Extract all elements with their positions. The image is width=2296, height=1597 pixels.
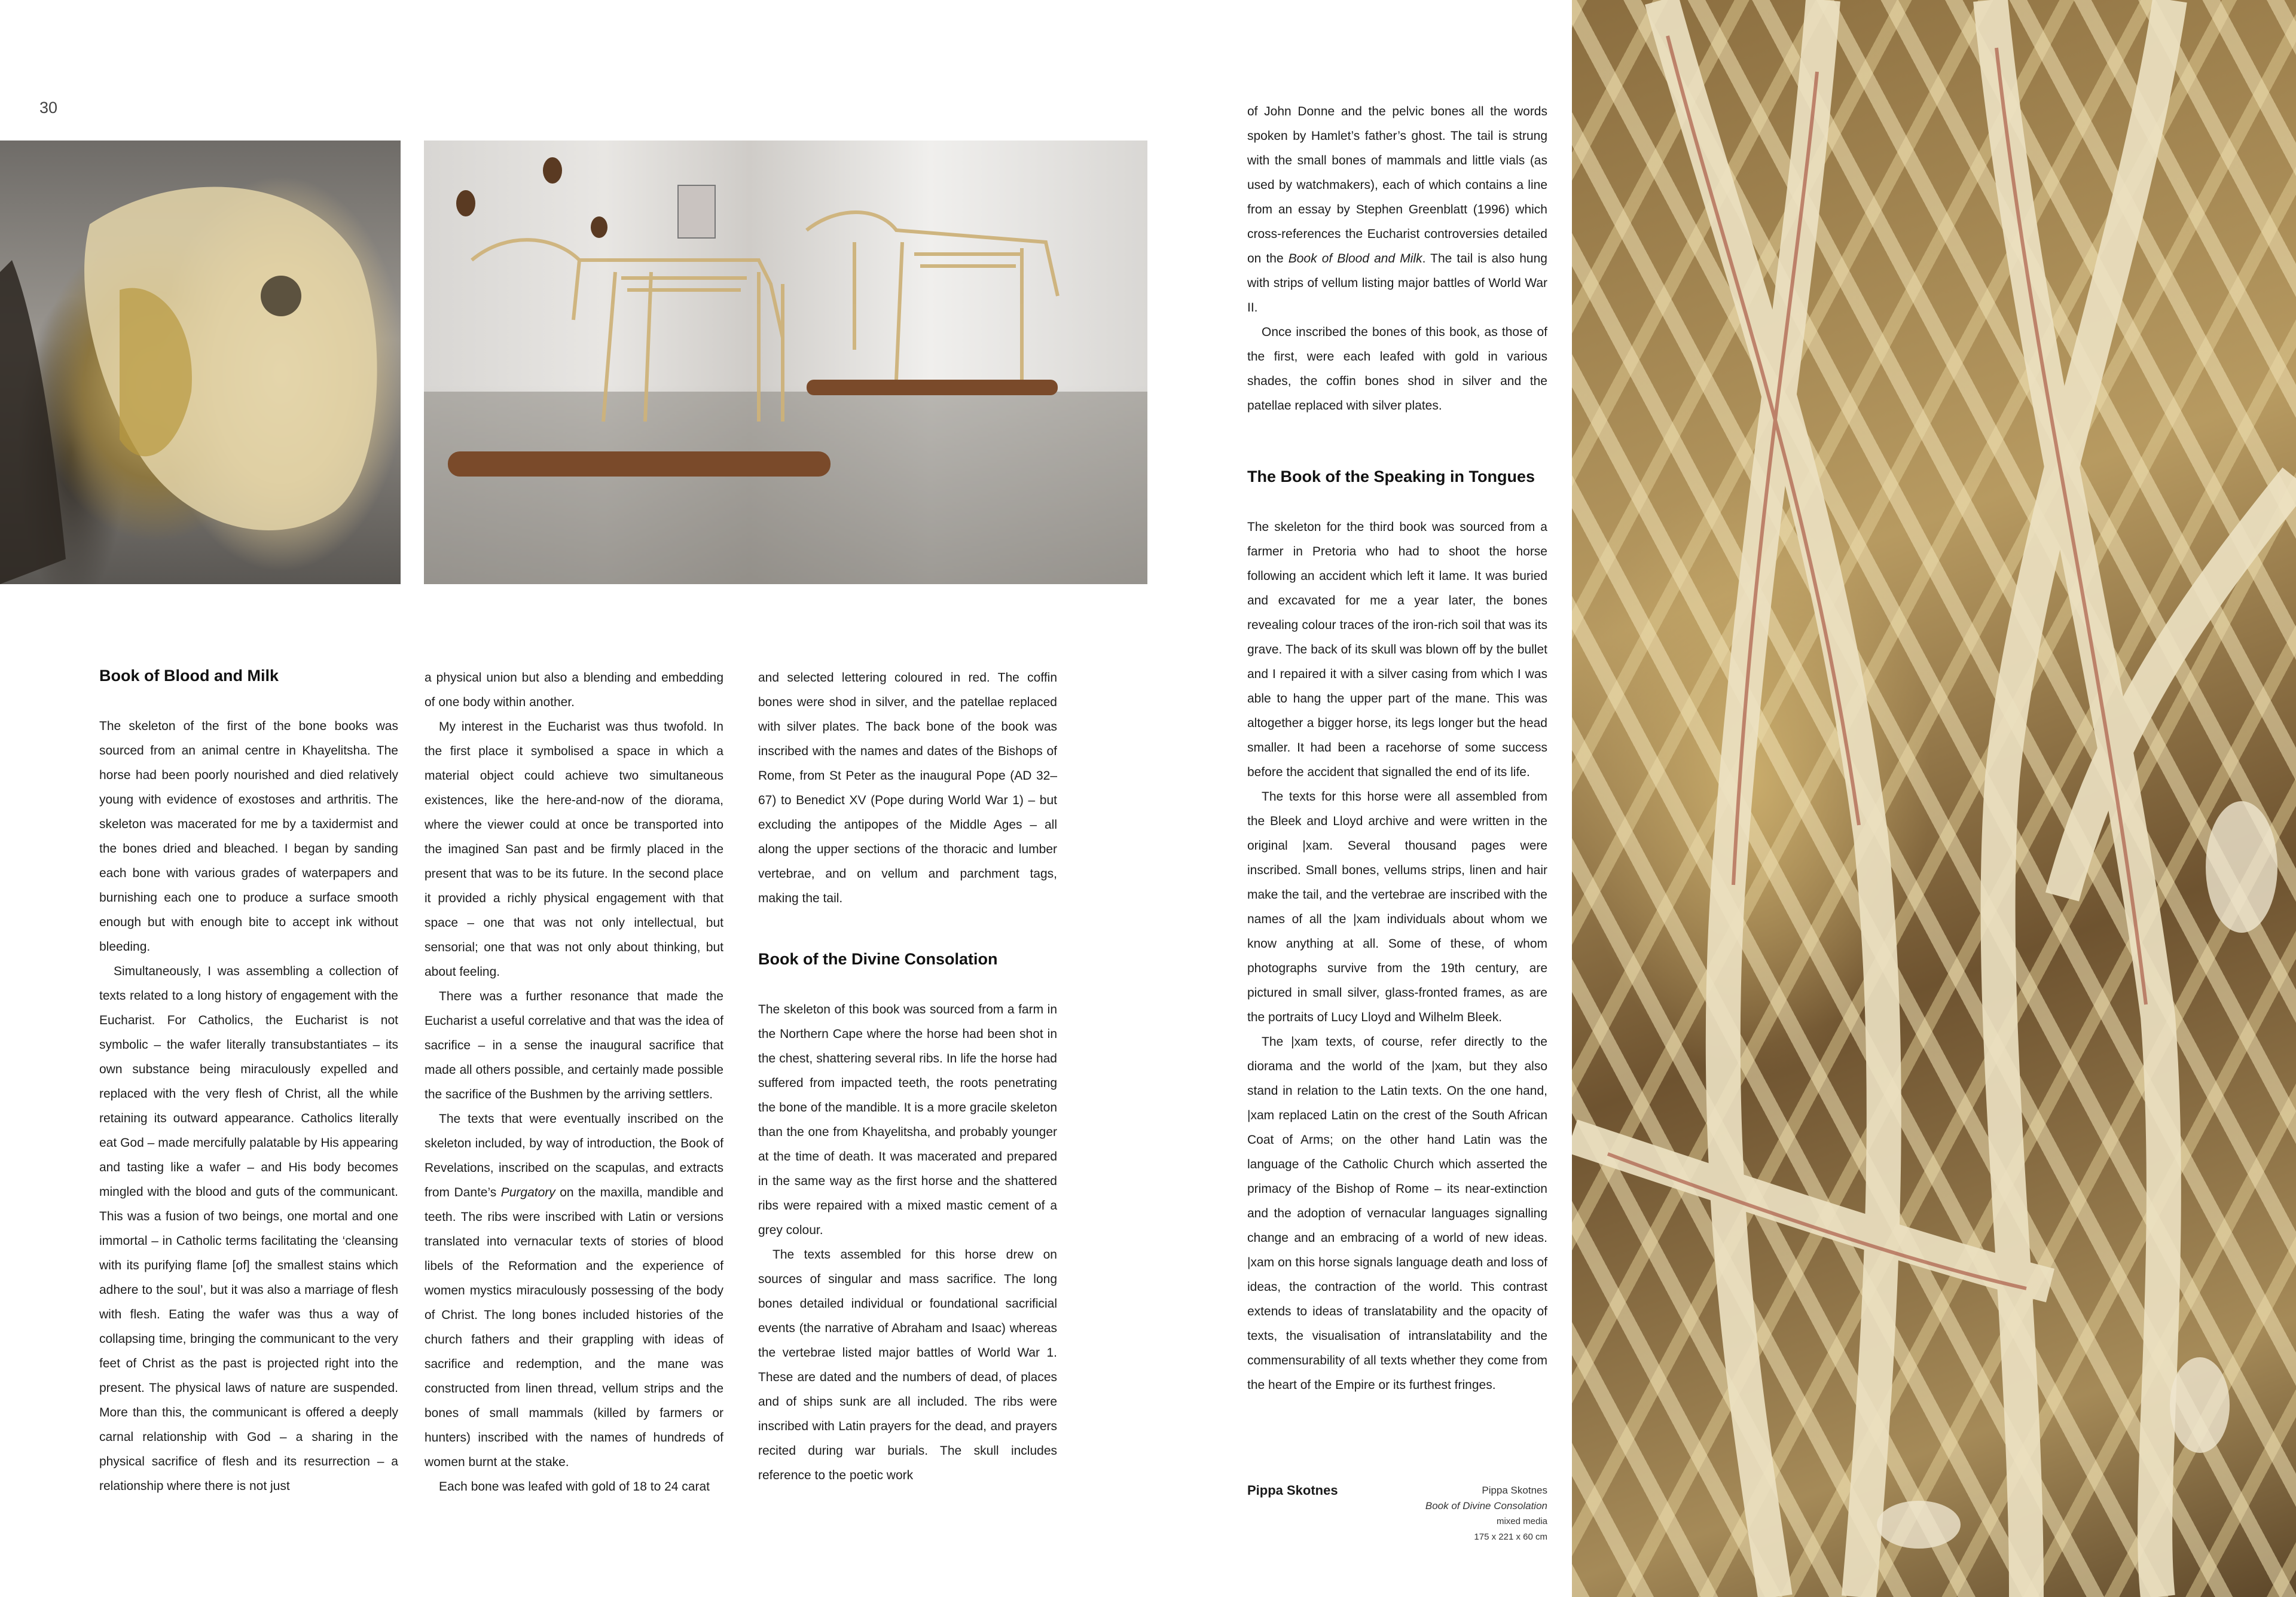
paragraph: The skeleton of the first of the bone books was sourced from an animal centre in Khayelitsha. The horse had been poorly nourished and died relatively young with evidence of exostoses and arthritis. The skeleton was macerated for me by a taxidermist and the bones dried and bleached. I began by sanding each bone with various grades of waterpapers and burnishing each one to produce a surface smooth enough but with enough bite to accept ink without bleeding. <box>99 719 398 954</box>
horse-skull-photo <box>0 141 401 584</box>
text-column-1 <box>99 664 398 1498</box>
italic-title: Purgatory <box>500 1186 555 1199</box>
text-run: . The tail is also hung with strips of vellum listing major battles of World War II. <box>1247 252 1547 314</box>
horse-skull-photo-icon <box>0 141 401 584</box>
caption-dimensions: 175 x 221 x 60 cm <box>1474 1532 1547 1542</box>
vellum-strips-closeup-photo <box>1572 0 2296 1597</box>
text-column-2 <box>425 665 723 1499</box>
caption-title <box>1425 1498 1547 1514</box>
paragraph: Each bone was leafed with gold of 18 to 24 carat <box>439 1480 710 1494</box>
paragraph <box>1247 99 1547 320</box>
horse-skeletons-gallery-photo-icon <box>424 141 1147 584</box>
paragraph: The skeleton for the third book was sourced from a farmer in Pretoria who had to shoot the horse following an accident which left it lame. It was buried and excavated for me a year later, the bones revealing colour traces of the iron-rich soil that was its grave. The back of its skull was blown off by the bullet and I repaired it with a silver casing from which I was able to hang the upper part of the mane. This was altogether a bigger horse, its legs longer but the head smaller. It had been a racehorse of some success before the accident that signalled the end of its life. <box>1247 520 1547 779</box>
paragraph: My interest in the Eucharist was thus twofold. In the first place it symbolised a space in which a material object could achieve two simultaneous existences, like the here-and-now of the diorama, where the viewer could at once be transported into the imagined San past and be firmly placed in the present that was to be its future. In the second place it provided a richly physical engagement with that space – one that was not only intellectual, but sensorial; one that was not only about thinking, but about feeling. <box>425 720 723 979</box>
text-run: The texts that were eventually inscribed on the skeleton included, by way of introduction, the Book of Revelations, inscribed on the scapulas, and extracts from Dante’s <box>425 1112 723 1199</box>
caption-artist: Pippa Skotnes <box>1482 1485 1547 1496</box>
italic-title: Book of Blood and Milk <box>1288 252 1422 265</box>
caption-medium: mixed media <box>1496 1516 1547 1526</box>
paragraph: The texts assembled for this horse drew on sources of singular and mass sacrifice. The long bones detailed individual or foundational sacrificial events (the narrative of Abraham and Isaac) whereas the vertebrae listed major battles of World War 1. These are dated and the numbers of dead, of places and of ships sunk are all included. The ribs were inscribed with Latin prayers for the dead, and prayers recited during war burials. The skull includes reference to the poetic work <box>758 1248 1057 1482</box>
horse-skeletons-gallery-photo <box>424 141 1147 584</box>
image-credit <box>1247 1483 1547 1555</box>
text-column-3 <box>758 665 1057 1488</box>
paragraph: Once inscribed the bones of this book, as those of the first, were each leafed with gold in various shades, the coffin bones shod in silver and the patellae replaced with silver plates. <box>1247 325 1547 413</box>
paragraph: and selected lettering coloured in red. The coffin bones were shod in silver, and the patellae replaced with silver plates. The back bone of the book was inscribed with the names and dates of the Bishops of Rome, from St Peter as the inaugural Pope (AD 32–67) to Benedict XV (Pope during World War 1) – but excluding the antipopes of the Middle Ages – all along the upper sections of the thoracic and lumber vertebrae, and on vellum and parchment tags, making the tail. <box>758 671 1057 905</box>
text-run: on the maxilla, mandible and teeth. The ribs were inscribed with Latin or versions translated into vernacular texts of stories of blood libels of the Reformation and the experience of women mystics miraculously possessing of the body of Christ. The long bones included histories of the church fathers and their grappling with ideas of sacrifice and redemption, and the mane was constructed from linen thread, vellum strips and the bones of small mammals (killed by farmers or hunters) inscribed with the names of hundreds of women burnt at the stake. <box>425 1186 723 1469</box>
text-run: of John Donne and the pelvic bones all the words spoken by Hamlet’s father’s ghost. The tail is strung with the small bones of mammals and little vials (as used by watchmakers), each of which contains a line from an essay by Stephen Greenblatt (1996) which cross-references the Eucharist controversies detailed on the <box>1247 105 1547 265</box>
paragraph: Simultaneously, I was assembling a collection of texts related to a long history of engagement with the Eucharist. For Catholics, the Eucharist is not symbolic – the wafer literally transubstantiates – its own substance being miraculously expelled and replaced with the very flesh of Christ, all the while retaining its outward appearance. Catholics literally eat God – made mercifully palatable by His appearing and tasting like a wafer – and His body becomes mingled with the blood and guts of the communicant. This was a fusion of two beings, one mortal and one immortal – in Catholic terms facilitating the ‘cleansing with its purifying flame [of] the smallest stains which adhere to the soul’, but it was also a marriage of flesh with flesh. Eating the wafer was thus a way of collapsing time, bringing the communicant to the very feet of Christ as the past is projected right into the present. The physical laws of nature are suspended. More than this, the communicant is offered a deeply carnal relationship with God – a sharing in the physical sacrifice of flesh and its resurrection – a relationship where there is not just <box>99 964 398 1493</box>
author-name: Pippa Skotnes <box>1247 1483 1338 1498</box>
paragraph: The texts for this horse were all assembled from the Bleek and Lloyd archive and were written in the original |xam. Several thousand pages were inscribed. Small bones, vellums strips, linen and hair make the tail, and the vertebrae are inscribed with the names of all the |xam individuals about whom we know anything at all. Some of these, of whom photographs survive from the 19th century, are pictured in small silver, glass-fronted frames, as are the portraits of Lucy Lloyd and Wilhelm Bleek. <box>1247 790 1547 1024</box>
vellum-strips-closeup-photo-icon <box>1572 0 2296 1597</box>
section-heading-speaking-tongues: The Book of the Speaking in Tongues <box>1247 468 1535 485</box>
artwork-caption <box>1425 1483 1547 1545</box>
paragraph: The |xam texts, of course, refer directly to the diorama and the world of the |xam, but they also stand in relation to the Latin texts. On the one hand, |xam replaced Latin on the crest of the South African Coat of Arms; on the other hand Latin was the language of the Catholic Church which asserted the primacy of the Bishop of Rome – its near-extinction and the adoption of vernacular languages signalling change and an embracing of a world of new ideas. |xam on this horse signals language death and loss of ideas, the contraction of the world. This contrast extends to ideas of translatability and the opacity of texts, the visualisation of intranslatability and the commensurability of all texts whether they come from the heart of the Empire or its furthest fringes. <box>1247 1035 1547 1392</box>
paragraph: The skeleton of this book was sourced from a farm in the Northern Cape where the horse had been shot in the chest, shattering several ribs. In life the horse had suffered from impacted teeth, the roots penetrating the bone of the mandible. It is a more gracile skeleton than the one from Khayelitsha, and probably younger at the time of death. It was macerated and prepared in the same way as the first horse and the shattered ribs were repaired with a mixed mastic cement of a grey colour. <box>758 1003 1057 1237</box>
page-number: 30 <box>39 99 58 117</box>
caption-title-italic: Book of Divine Consolation <box>1425 1500 1547 1511</box>
section-heading-blood-milk: Book of Blood and Milk <box>99 667 279 685</box>
paragraph: a physical union but also a blending and embedding of one body within another. <box>425 671 723 709</box>
paragraph <box>425 1107 723 1474</box>
text-column-4 <box>1247 99 1547 1397</box>
section-heading-divine-consolation: Book of the Divine Consolation <box>758 950 998 968</box>
paragraph: There was a further resonance that made the Eucharist a useful correlative and that was the idea of sacrifice – in a sense the inaugural sacrifice that made all others possible, and certainly made possible the sacrifice of the Bushmen by the arriving settlers. <box>425 990 723 1101</box>
